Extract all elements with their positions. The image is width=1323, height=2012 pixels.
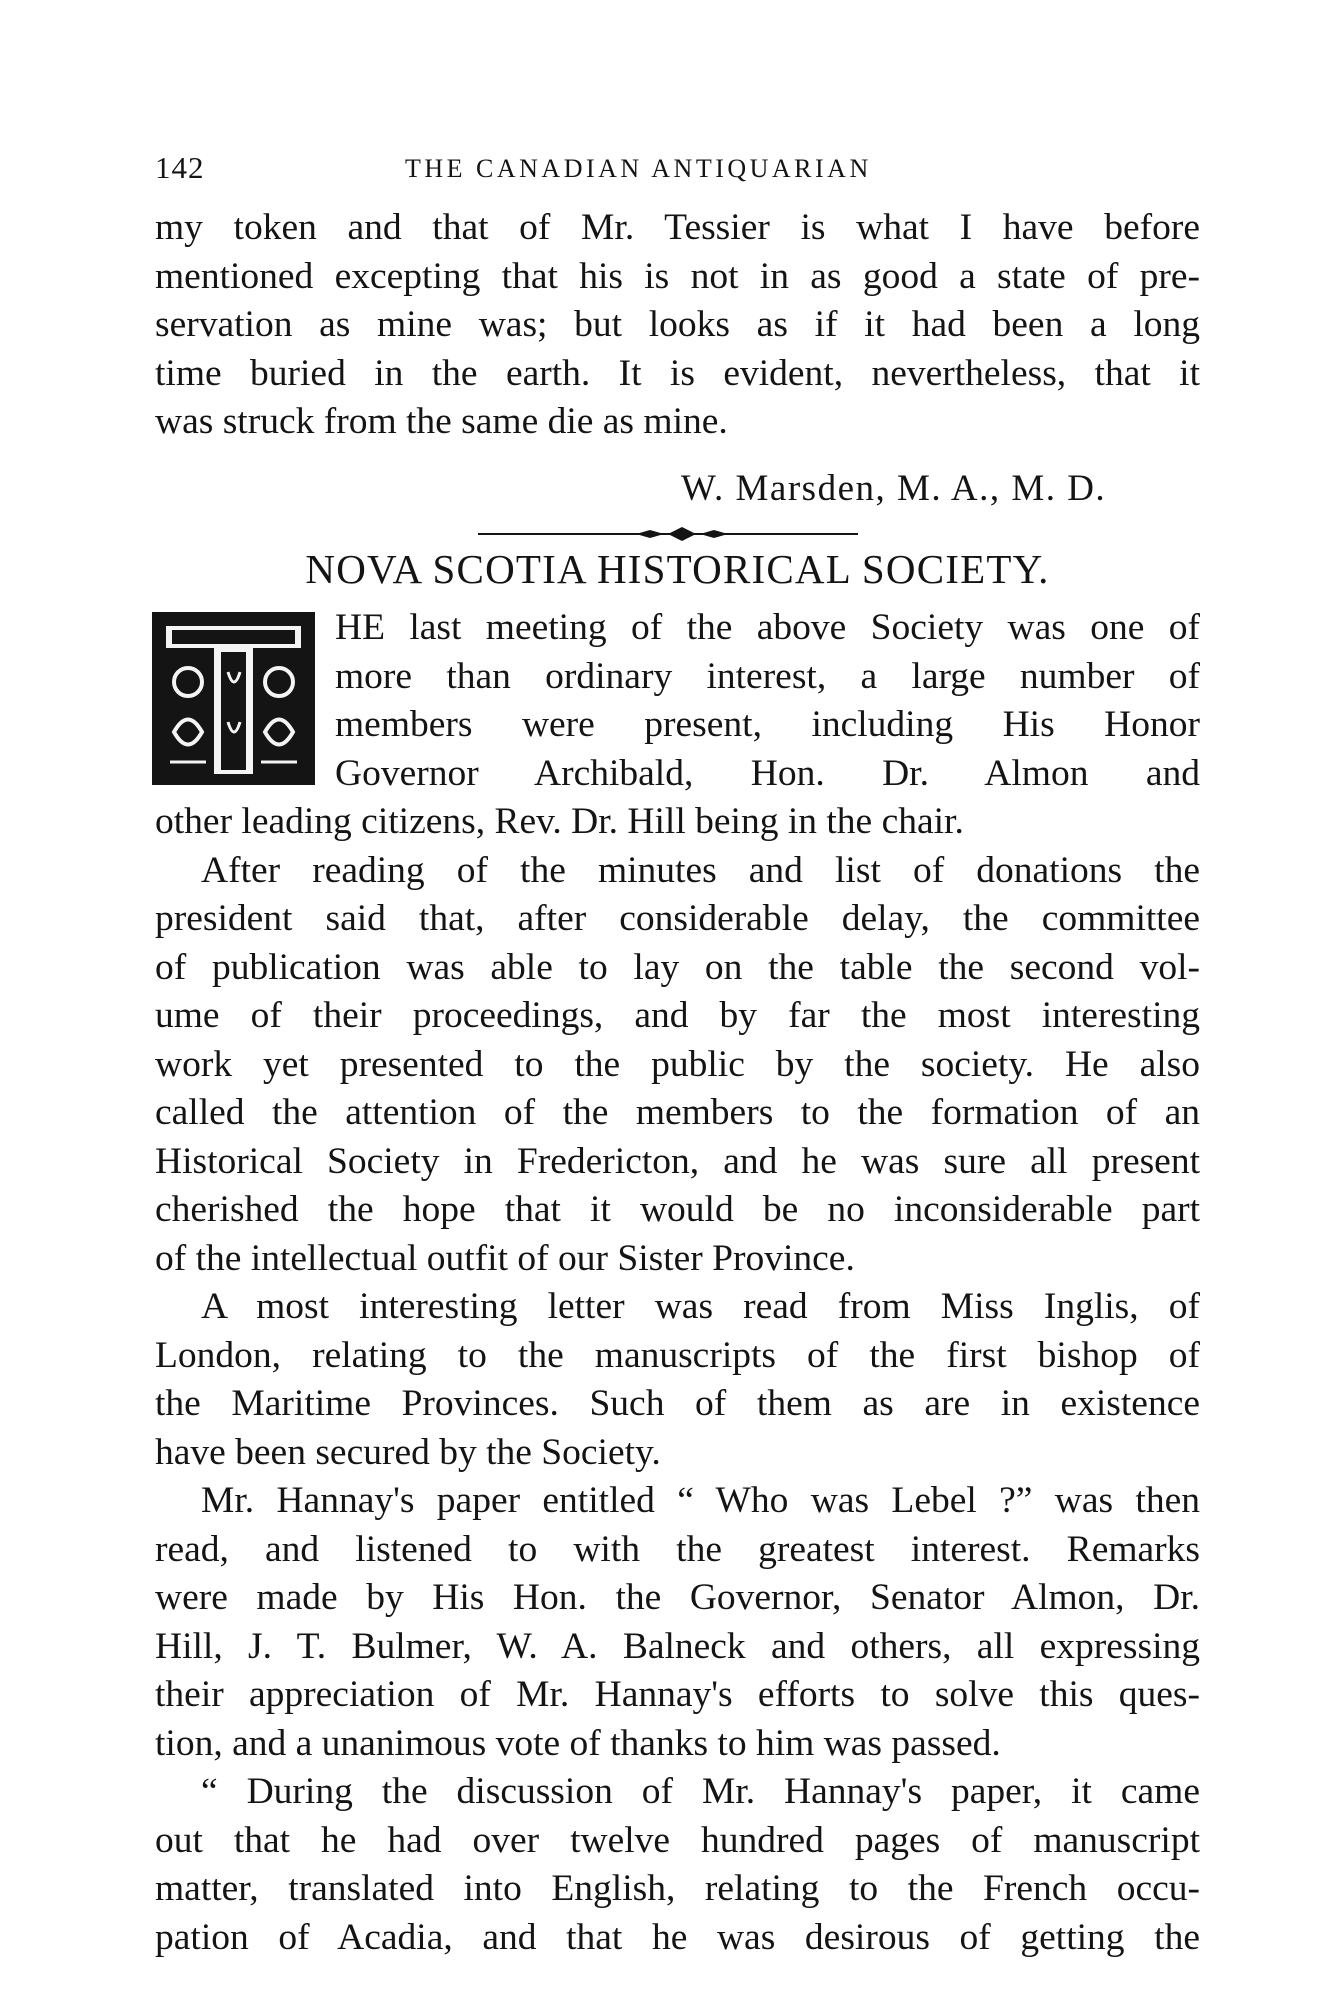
text-line: Hill, J. T. Bulmer, W. A. Balneck and others, all expressing bbox=[155, 1625, 1200, 1667]
text-line: other leading citizens, Rev. Dr. Hill being in the chair. bbox=[155, 801, 964, 842]
first-paragraph-beside-initial bbox=[335, 604, 1200, 798]
text-line: members were present, including His Honor bbox=[335, 704, 1200, 745]
text-line: the Maritime Provinces. Such of them as are in existence bbox=[155, 1383, 1200, 1424]
text-line: servation as mine was; but looks as if it had been a long bbox=[155, 304, 1200, 345]
decorative-initial bbox=[152, 612, 315, 785]
text-line: A most interesting letter was read from Miss Inglis, of bbox=[201, 1286, 1200, 1327]
article-body bbox=[155, 798, 1200, 1962]
text-line: have been secured by the Society. bbox=[155, 1431, 661, 1473]
text-line: Governor Archibald, Hon. Dr. Almon and bbox=[335, 752, 1200, 794]
text-line: more than ordinary interest, a large number of bbox=[335, 655, 1200, 697]
running-header bbox=[155, 150, 1200, 190]
section-divider bbox=[478, 527, 858, 541]
article-heading: NOVA SCOTIA HISTORICAL SOCIETY. bbox=[305, 546, 1050, 592]
text-line: cherished the hope that it would be no inconsiderable part bbox=[155, 1189, 1200, 1230]
page-number: 142 bbox=[155, 150, 205, 185]
text-line: London, relating to the manuscripts of the first bishop of bbox=[155, 1334, 1200, 1376]
text-line: their appreciation of Mr. Hannay's efforts to solve this ques- bbox=[155, 1674, 1200, 1715]
author-signature: W. Marsden, M. A., M. D. bbox=[681, 468, 1107, 509]
text-line: HE last meeting of the above Society was one of bbox=[335, 607, 1200, 648]
text-line: Mr. Hannay's paper entitled “ Who was Lebel ?” was then bbox=[201, 1480, 1200, 1521]
continued-paragraph bbox=[155, 204, 1200, 447]
text-line: tion, and a unanimous vote of thanks to him was passed. bbox=[155, 1722, 1001, 1764]
text-line: work yet presented to the public by the society. He also bbox=[155, 1043, 1200, 1085]
running-title: THE CANADIAN ANTIQUARIAN bbox=[405, 154, 872, 183]
text-line: pation of Acadia, and that he was desirous of getting the bbox=[155, 1916, 1200, 1958]
text-line: out that he had over twelve hundred pages of manuscript bbox=[155, 1819, 1200, 1861]
ornament-icon bbox=[152, 612, 315, 785]
text-line: Historical Society in Fredericton, and he was sure all present bbox=[155, 1140, 1200, 1182]
text-line: ume of their proceedings, and by far the most interesting bbox=[155, 995, 1200, 1036]
text-line: After reading of the minutes and list of donations the bbox=[201, 849, 1200, 891]
text-line: mentioned excepting that his is not in as good a state of pre- bbox=[155, 255, 1200, 297]
text-line: “ During the discussion of Mr. Hannay's paper, it came bbox=[201, 1771, 1200, 1812]
text-line: was struck from the same die as mine. bbox=[155, 401, 728, 442]
text-line: time buried in the earth. It is evident, nevertheless, that it bbox=[155, 352, 1200, 394]
text-line: called the attention of the members to the formation of an bbox=[155, 1092, 1200, 1133]
text-line: of the intellectual outfit of our Sister Province. bbox=[155, 1237, 855, 1279]
text-line: read, and listened to with the greatest interest. Remarks bbox=[155, 1528, 1200, 1570]
text-line: my token and that of Mr. Tessier is what I have before bbox=[155, 207, 1200, 248]
text-line: of publication was able to lay on the table the second vol- bbox=[155, 946, 1200, 988]
text-line: president said that, after considerable delay, the committee bbox=[155, 898, 1200, 939]
text-line: were made by His Hon. the Governor, Senator Almon, Dr. bbox=[155, 1577, 1200, 1618]
text-line: matter, translated into English, relating to the French occu- bbox=[155, 1868, 1200, 1909]
